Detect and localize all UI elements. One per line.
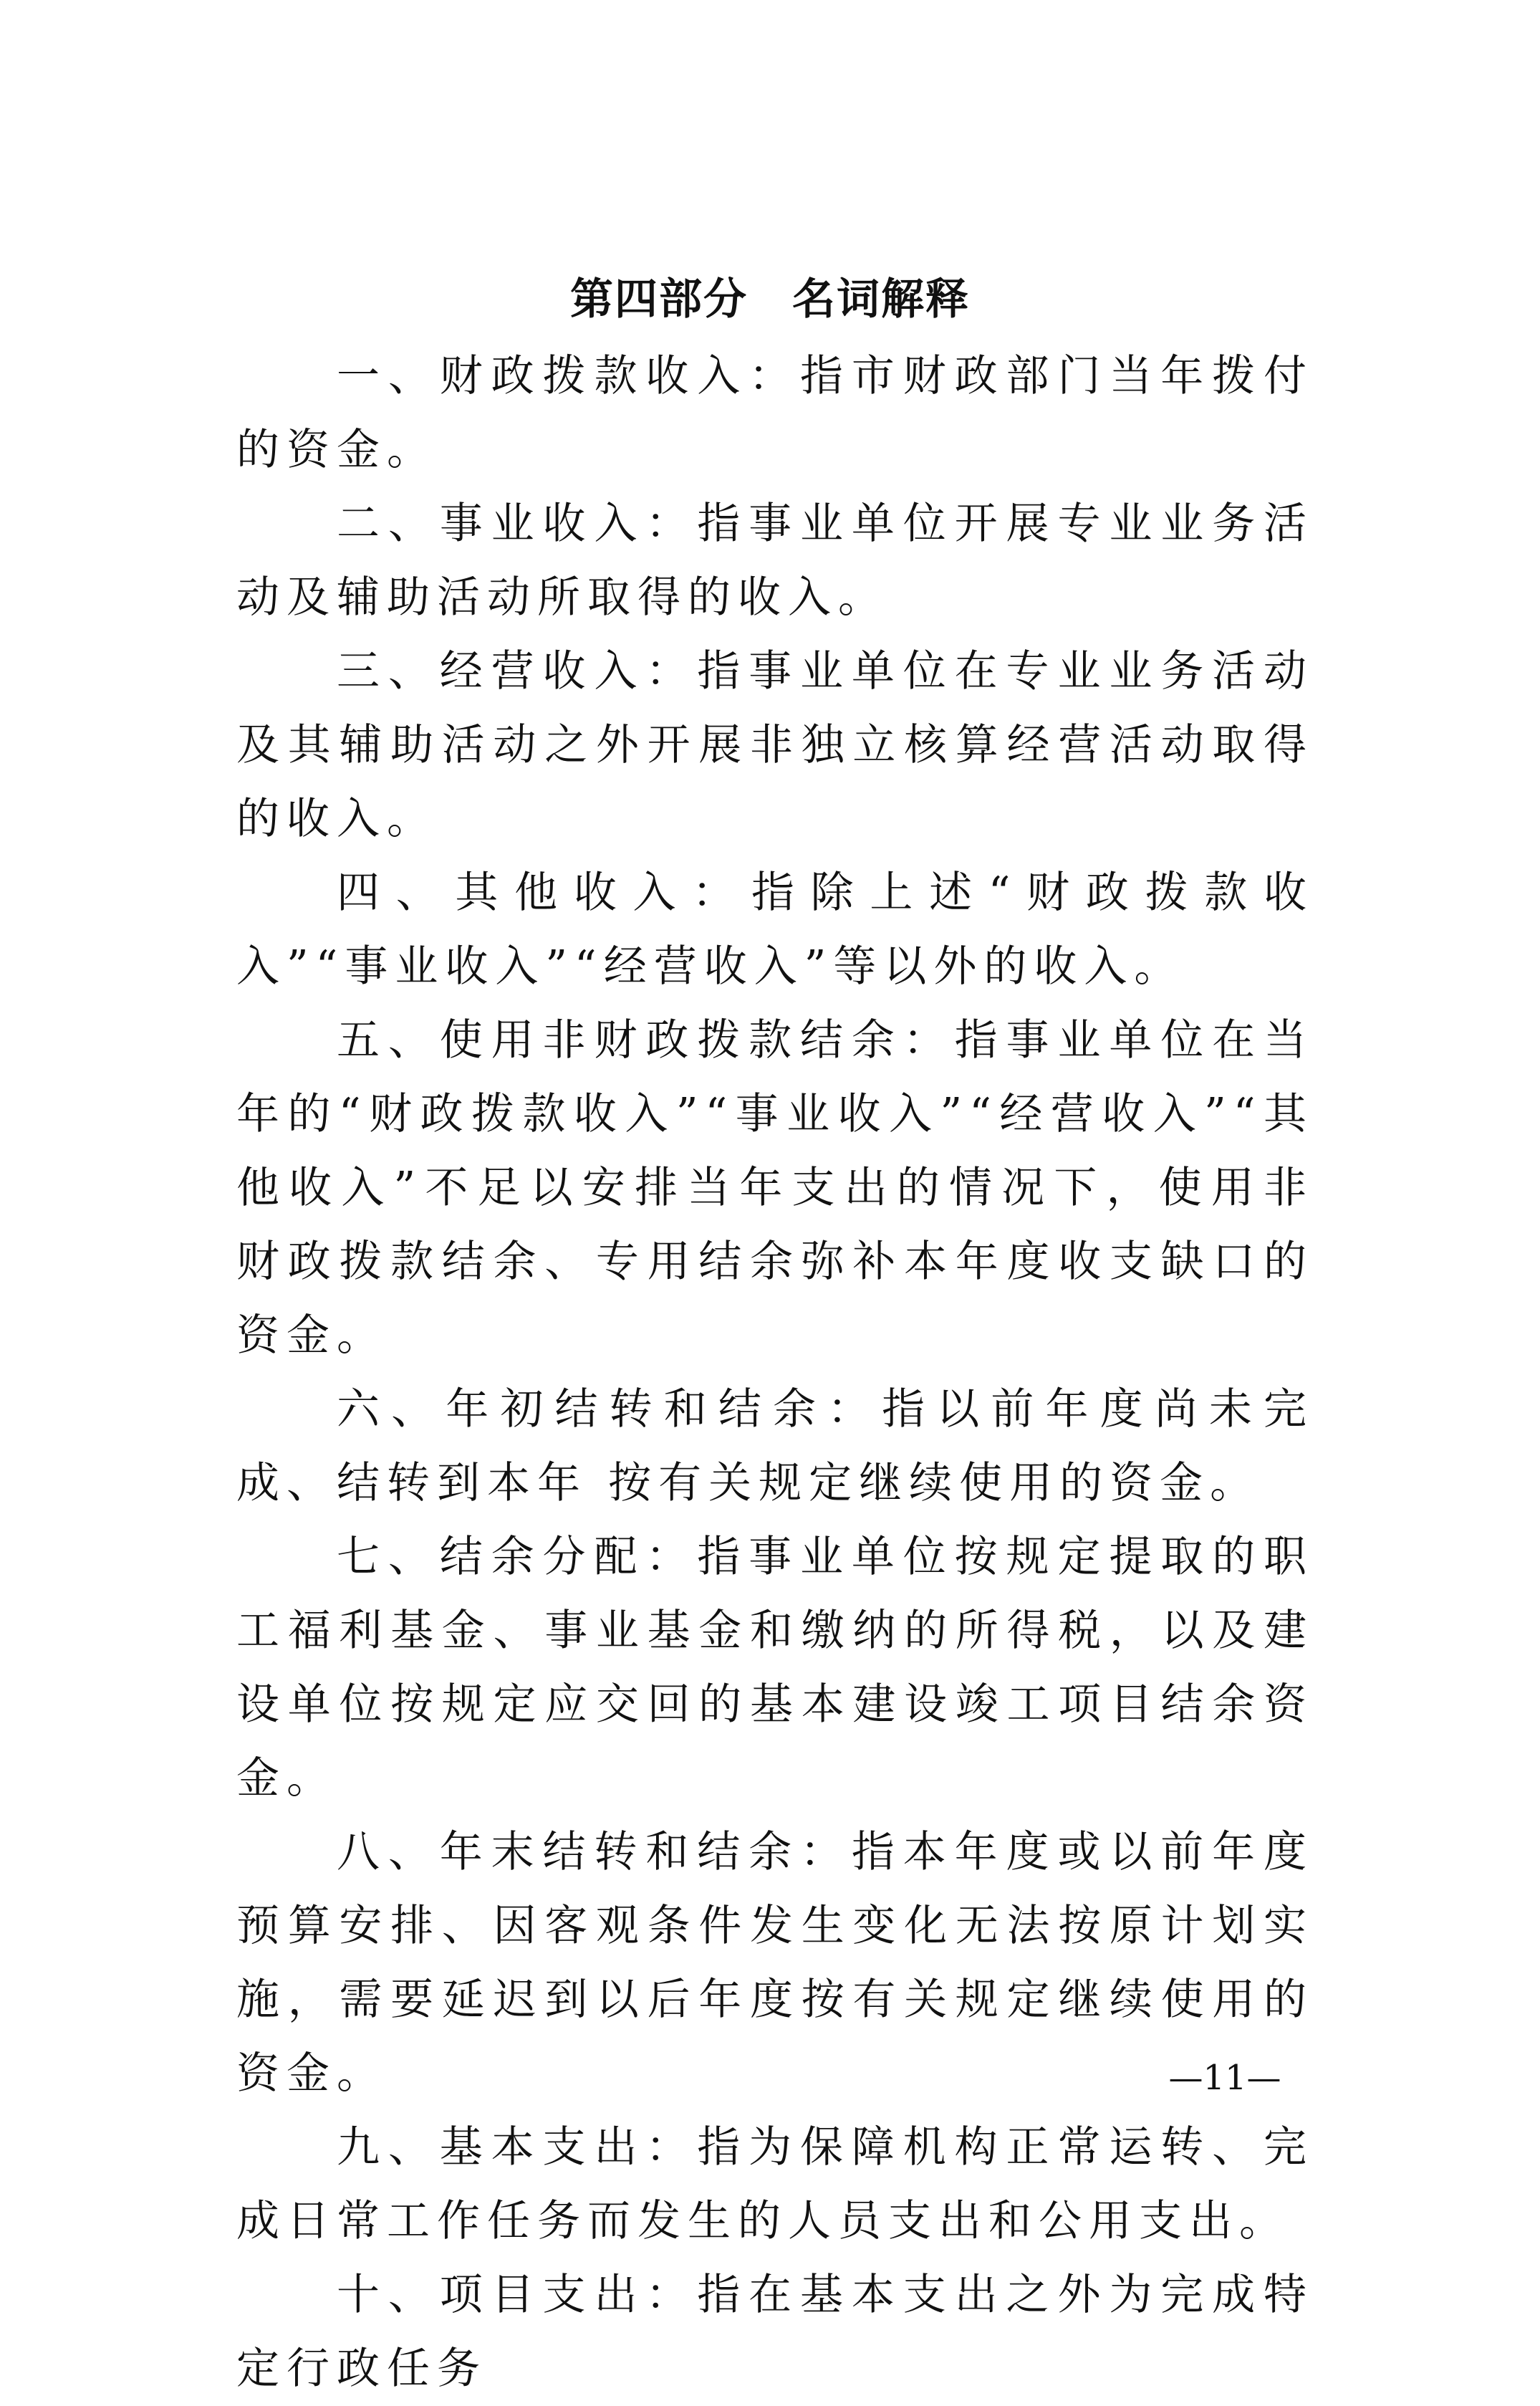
paragraph-10: 十、项目支出：指在基本支出之外为完成特定行政任务 [236, 2270, 1314, 2394]
paragraph-7: 七、结余分配：指事业单位按规定提取的职工福利基金、事业基金和缴纳的所得税，以及建设单位按规定应交回的基本建设竣工项目结余资金。 [236, 1532, 1314, 1803]
page-number: —11— [1168, 2058, 1281, 2098]
paragraph-5: 五、使用非财政拨款结余：指事业单位在当年的“财政拨款收入”“事业收入”“经营收入”“其他收入”不足以安排当年支出的情况下，使用非财政拨款结余、专用结余弥补本年度收支缺口的资金。 [236, 1015, 1314, 1361]
paragraph-1: 一、财政拨款收入：指市财政部门当年拨付的资金。 [236, 351, 1314, 475]
paragraph-9: 九、基本支出：指为保障机构正常运转、完成日常工作任务而发生的人员支出和公用支出。 [236, 2122, 1314, 2246]
paragraph-2: 二、事业收入：指事业单位开展专业业务活动及辅助活动所取得的收入。 [236, 499, 1314, 623]
paragraph-6: 六、年初结转和结余：指以前年度尚未完成、结转到本年 按有关规定继续使用的资金。 [236, 1384, 1314, 1508]
section-heading: 第四部分 名词解释 [570, 274, 970, 325]
paragraph-4: 四、其他收入：指除上述“财政拨款收入”“事业收入”“经营收入”等以外的收入。 [236, 868, 1314, 992]
paragraph-8: 八、年末结转和结余：指本年度或以前年度预算安排、因客观条件发生变化无法按原计划实施，需要延迟到以后年度按有关规定继续使用的资金。 [236, 1827, 1314, 2099]
paragraph-3: 三、经营收入：指事业单位在专业业务活动及其辅助活动之外开展非独立核算经营活动取得的收入。 [236, 646, 1314, 844]
